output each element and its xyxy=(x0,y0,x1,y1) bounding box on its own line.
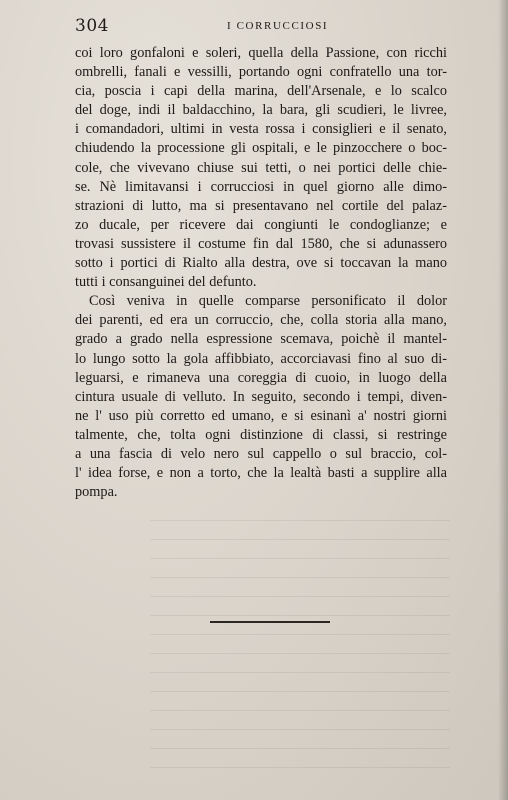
text-line: leguarsi, e rimaneva una coreggia di cuoio, in luogo della xyxy=(75,369,447,386)
text-line: strazioni di lutto, ma si presentavano nel cortile del palaz- xyxy=(75,197,447,214)
text-line: pompa. xyxy=(75,484,118,501)
text-line: grado a grado nella espressione scemava, poichè il mantel- xyxy=(75,331,447,348)
text-line: tutti i consanguinei del defunto. xyxy=(75,274,257,291)
text-line: Così veniva in quelle comparse personificato il dolor xyxy=(89,293,447,310)
text-line: ombrelli, fanali e vessilli, portando ogni confratello una tor- xyxy=(75,64,447,81)
section-end-rule xyxy=(210,621,330,623)
text-line: dei parenti, ed era un corruccio, che, colla storia alla mano, xyxy=(75,312,447,329)
text-line: l' idea forse, e non a torto, che la lealtà basti a supplire alla xyxy=(75,465,447,482)
paragraph-2 xyxy=(75,292,447,502)
text-line: cia, poscia i capi della marina, dell'Arsenale, e lo scalco xyxy=(75,83,447,100)
text-line: cole, che vivevano chiuse sui tetti, o nei portici delle chie- xyxy=(75,159,447,176)
bleed-through-texture xyxy=(150,520,450,780)
page-number: 304 xyxy=(75,16,109,36)
text-line: ne l' uso più corretto ed umano, e si esinanì a' nostri giorni xyxy=(75,407,447,424)
text-line: trovasi sussistere il costume fin dal 1580, che si adunassero xyxy=(75,235,447,252)
text-line: zo ducale, per ricevere dai congiunti le condoglianze; e xyxy=(75,216,447,233)
text-line: chiudendo la processione gli ospitali, e le pinzocchere o boc- xyxy=(75,140,447,157)
text-line: se. Nè limitavansi i corrucciosi in quel giorno alle dimo- xyxy=(75,178,447,195)
paragraph-1 xyxy=(75,44,447,292)
running-title: I CORRUCCIOSI xyxy=(227,20,329,32)
text-line: i comandadori, ultimi in vesta rossa i consiglieri e il senato, xyxy=(75,121,447,138)
page-edge-shadow xyxy=(498,0,508,800)
text-line: talmente, che, tolta ogni distinzione di classi, si restringe xyxy=(75,426,447,443)
text-line: sotto i portici di Rialto alla destra, ove si toccavan la mano xyxy=(75,255,447,272)
text-line: cintura usuale di velluto. In seguito, secondo i tempi, diven- xyxy=(75,388,447,405)
text-line: del doge, indi il baldacchino, la bara, gli scudieri, le livree, xyxy=(75,102,447,119)
text-line: coi loro gonfaloni e soleri, quella della Passione, con ricchi xyxy=(75,45,447,61)
text-line: a una fascia di velo nero sul cappello o sul braccio, col- xyxy=(75,445,447,462)
text-line: lo lungo sotto la gola affibbiato, accorciavasi fino al suo di- xyxy=(75,350,447,367)
running-head xyxy=(75,16,455,38)
body-text xyxy=(75,44,447,502)
